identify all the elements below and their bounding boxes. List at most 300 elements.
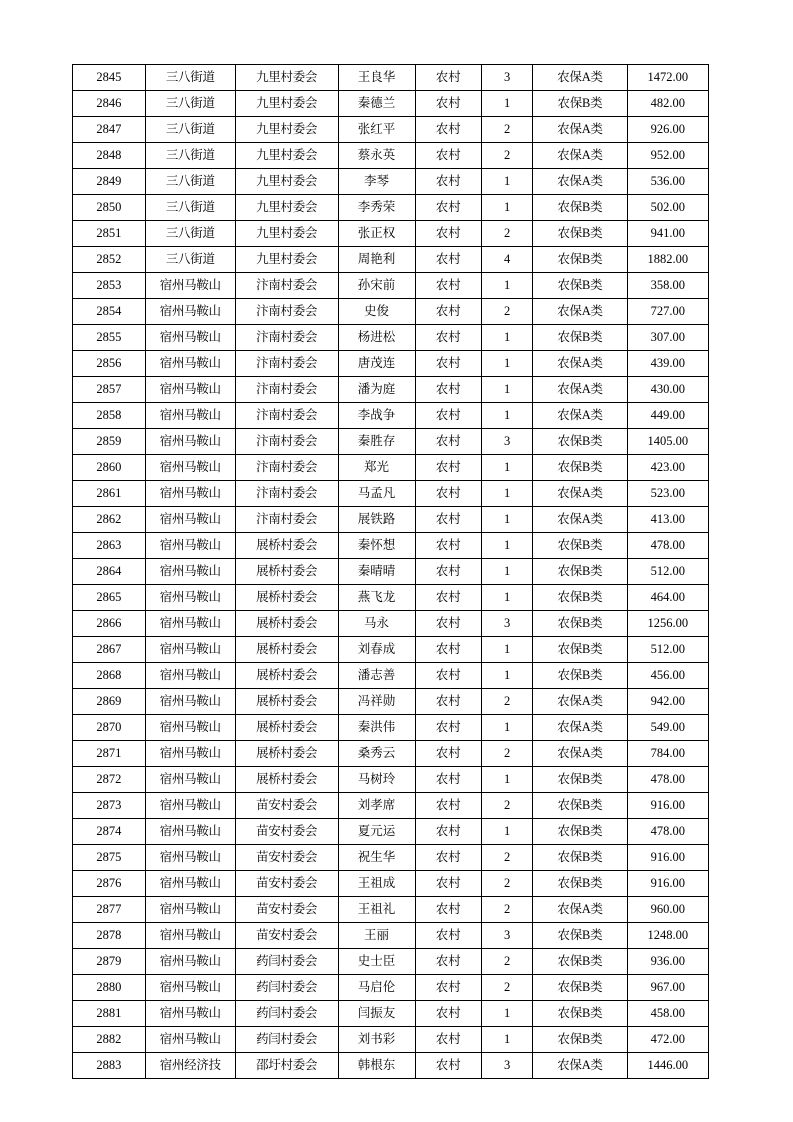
cell-name: 孙宋前 [338,273,415,299]
cell-type: 农村 [415,533,481,559]
cell-village: 苗安村委会 [235,819,338,845]
cell-village: 汴南村委会 [235,403,338,429]
cell-name: 秦胜存 [338,429,415,455]
cell-type: 农村 [415,247,481,273]
cell-id: 2848 [73,143,146,169]
cell-id: 2869 [73,689,146,715]
cell-type: 农村 [415,429,481,455]
cell-id: 2879 [73,949,146,975]
table-row [73,741,709,767]
cell-type: 农村 [415,819,481,845]
cell-name: 王祖成 [338,871,415,897]
table-row [73,845,709,871]
cell-name: 秦洪伟 [338,715,415,741]
cell-id: 2865 [73,585,146,611]
table-row [73,195,709,221]
cell-num: 1 [481,403,532,429]
cell-num: 1 [481,507,532,533]
cell-category: 农保B类 [533,767,627,793]
cell-village: 展桥村委会 [235,741,338,767]
cell-type: 农村 [415,169,481,195]
cell-amount: 449.00 [627,403,708,429]
cell-num: 1 [481,273,532,299]
cell-id: 2866 [73,611,146,637]
table-row [73,715,709,741]
cell-amount: 307.00 [627,325,708,351]
cell-village: 展桥村委会 [235,767,338,793]
cell-type: 农村 [415,923,481,949]
cell-id: 2882 [73,1027,146,1053]
cell-num: 2 [481,897,532,923]
cell-num: 3 [481,1053,532,1079]
cell-name: 夏元运 [338,819,415,845]
cell-amount: 1446.00 [627,1053,708,1079]
cell-town: 宿州马鞍山 [145,923,235,949]
cell-village: 汴南村委会 [235,273,338,299]
cell-id: 2870 [73,715,146,741]
cell-town: 三八街道 [145,117,235,143]
cell-town: 宿州马鞍山 [145,767,235,793]
cell-name: 秦晴晴 [338,559,415,585]
cell-town: 宿州马鞍山 [145,975,235,1001]
table-row [73,377,709,403]
table-row [73,949,709,975]
cell-id: 2854 [73,299,146,325]
cell-town: 宿州马鞍山 [145,793,235,819]
cell-town: 宿州马鞍山 [145,819,235,845]
cell-town: 三八街道 [145,195,235,221]
cell-village: 汴南村委会 [235,481,338,507]
table-row [73,403,709,429]
cell-type: 农村 [415,299,481,325]
cell-name: 张红平 [338,117,415,143]
cell-town: 三八街道 [145,247,235,273]
cell-type: 农村 [415,481,481,507]
cell-category: 农保B类 [533,793,627,819]
cell-category: 农保B类 [533,611,627,637]
cell-amount: 1248.00 [627,923,708,949]
cell-name: 马孟凡 [338,481,415,507]
cell-type: 农村 [415,351,481,377]
cell-category: 农保B类 [533,221,627,247]
cell-village: 展桥村委会 [235,663,338,689]
cell-amount: 536.00 [627,169,708,195]
cell-amount: 512.00 [627,559,708,585]
cell-id: 2852 [73,247,146,273]
cell-num: 2 [481,299,532,325]
cell-type: 农村 [415,195,481,221]
cell-town: 宿州马鞍山 [145,299,235,325]
cell-num: 2 [481,117,532,143]
cell-category: 农保B类 [533,533,627,559]
table-row [73,689,709,715]
cell-category: 农保A类 [533,481,627,507]
cell-town: 宿州马鞍山 [145,377,235,403]
table-row [73,1053,709,1079]
cell-id: 2873 [73,793,146,819]
cell-name: 郑光 [338,455,415,481]
table-row [73,637,709,663]
cell-id: 2878 [73,923,146,949]
cell-name: 马树玲 [338,767,415,793]
cell-type: 农村 [415,1001,481,1027]
cell-num: 1 [481,351,532,377]
cell-amount: 478.00 [627,767,708,793]
cell-category: 农保B类 [533,195,627,221]
table-row [73,871,709,897]
cell-amount: 464.00 [627,585,708,611]
cell-type: 农村 [415,741,481,767]
cell-num: 3 [481,65,532,91]
cell-category: 农保B类 [533,247,627,273]
table-row [73,117,709,143]
cell-type: 农村 [415,91,481,117]
cell-village: 汴南村委会 [235,455,338,481]
cell-amount: 439.00 [627,351,708,377]
cell-name: 马启伦 [338,975,415,1001]
cell-id: 2849 [73,169,146,195]
cell-category: 农保A类 [533,169,627,195]
cell-category: 农保A类 [533,741,627,767]
cell-type: 农村 [415,377,481,403]
cell-village: 汴南村委会 [235,377,338,403]
cell-category: 农保A类 [533,507,627,533]
cell-id: 2846 [73,91,146,117]
cell-num: 1 [481,1027,532,1053]
cell-town: 宿州马鞍山 [145,403,235,429]
cell-village: 苗安村委会 [235,897,338,923]
cell-type: 农村 [415,975,481,1001]
cell-category: 农保B类 [533,273,627,299]
cell-amount: 1882.00 [627,247,708,273]
cell-town: 宿州马鞍山 [145,273,235,299]
cell-id: 2875 [73,845,146,871]
cell-name: 王良华 [338,65,415,91]
table-row [73,91,709,117]
cell-id: 2847 [73,117,146,143]
cell-category: 农保B类 [533,871,627,897]
cell-type: 农村 [415,793,481,819]
cell-amount: 472.00 [627,1027,708,1053]
cell-village: 药闫村委会 [235,975,338,1001]
cell-village: 汴南村委会 [235,429,338,455]
cell-category: 农保A类 [533,689,627,715]
cell-category: 农保A类 [533,299,627,325]
cell-town: 宿州经济技 [145,1053,235,1079]
table-row [73,793,709,819]
cell-category: 农保B类 [533,91,627,117]
cell-name: 杨进松 [338,325,415,351]
cell-type: 农村 [415,689,481,715]
table-row [73,273,709,299]
cell-id: 2881 [73,1001,146,1027]
cell-village: 展桥村委会 [235,533,338,559]
cell-id: 2861 [73,481,146,507]
cell-num: 1 [481,533,532,559]
table-row [73,65,709,91]
cell-num: 1 [481,455,532,481]
cell-town: 宿州马鞍山 [145,845,235,871]
cell-name: 秦德兰 [338,91,415,117]
cell-village: 汴南村委会 [235,325,338,351]
cell-category: 农保A类 [533,117,627,143]
cell-name: 刘孝席 [338,793,415,819]
cell-amount: 936.00 [627,949,708,975]
cell-num: 1 [481,585,532,611]
cell-type: 农村 [415,1053,481,1079]
cell-id: 2862 [73,507,146,533]
cell-village: 汴南村委会 [235,299,338,325]
cell-num: 1 [481,377,532,403]
cell-name: 潘志善 [338,663,415,689]
cell-village: 九里村委会 [235,65,338,91]
cell-town: 宿州马鞍山 [145,325,235,351]
table-row [73,1001,709,1027]
table-row [73,169,709,195]
cell-village: 药闫村委会 [235,949,338,975]
cell-village: 苗安村委会 [235,871,338,897]
cell-num: 3 [481,429,532,455]
cell-town: 三八街道 [145,221,235,247]
cell-category: 农保B类 [533,819,627,845]
cell-num: 2 [481,949,532,975]
cell-id: 2845 [73,65,146,91]
cell-id: 2874 [73,819,146,845]
cell-village: 药闫村委会 [235,1027,338,1053]
cell-town: 宿州马鞍山 [145,715,235,741]
cell-name: 展铁路 [338,507,415,533]
cell-amount: 456.00 [627,663,708,689]
table-row [73,299,709,325]
cell-num: 1 [481,819,532,845]
cell-type: 农村 [415,949,481,975]
cell-village: 展桥村委会 [235,585,338,611]
cell-amount: 502.00 [627,195,708,221]
cell-name: 祝生华 [338,845,415,871]
cell-id: 2853 [73,273,146,299]
table-row [73,611,709,637]
cell-name: 史士臣 [338,949,415,975]
table-row [73,481,709,507]
cell-id: 2860 [73,455,146,481]
cell-amount: 967.00 [627,975,708,1001]
table-row [73,819,709,845]
cell-num: 2 [481,741,532,767]
cell-town: 宿州马鞍山 [145,351,235,377]
cell-id: 2880 [73,975,146,1001]
cell-amount: 549.00 [627,715,708,741]
cell-village: 九里村委会 [235,117,338,143]
cell-category: 农保B类 [533,1027,627,1053]
cell-town: 宿州马鞍山 [145,585,235,611]
cell-town: 宿州马鞍山 [145,871,235,897]
table-row [73,923,709,949]
cell-amount: 952.00 [627,143,708,169]
cell-category: 农保A类 [533,897,627,923]
cell-amount: 1405.00 [627,429,708,455]
cell-amount: 423.00 [627,455,708,481]
cell-num: 1 [481,481,532,507]
cell-id: 2883 [73,1053,146,1079]
cell-category: 农保A类 [533,143,627,169]
cell-name: 王祖礼 [338,897,415,923]
cell-num: 3 [481,611,532,637]
cell-name: 韩根东 [338,1053,415,1079]
cell-village: 九里村委会 [235,221,338,247]
cell-type: 农村 [415,871,481,897]
cell-id: 2877 [73,897,146,923]
cell-id: 2856 [73,351,146,377]
cell-id: 2859 [73,429,146,455]
cell-amount: 960.00 [627,897,708,923]
cell-name: 唐茂连 [338,351,415,377]
cell-type: 农村 [415,507,481,533]
cell-name: 刘书彩 [338,1027,415,1053]
cell-num: 1 [481,169,532,195]
cell-name: 李琴 [338,169,415,195]
cell-category: 农保B类 [533,923,627,949]
table-row [73,897,709,923]
cell-num: 2 [481,221,532,247]
cell-num: 3 [481,923,532,949]
cell-num: 2 [481,793,532,819]
table-row [73,663,709,689]
cell-num: 1 [481,325,532,351]
cell-town: 三八街道 [145,65,235,91]
cell-type: 农村 [415,455,481,481]
cell-id: 2868 [73,663,146,689]
cell-town: 宿州马鞍山 [145,689,235,715]
cell-name: 李战争 [338,403,415,429]
cell-category: 农保B类 [533,455,627,481]
cell-town: 宿州马鞍山 [145,481,235,507]
cell-num: 1 [481,195,532,221]
cell-category: 农保B类 [533,663,627,689]
cell-num: 2 [481,143,532,169]
cell-village: 九里村委会 [235,169,338,195]
cell-village: 九里村委会 [235,247,338,273]
cell-town: 三八街道 [145,169,235,195]
cell-type: 农村 [415,585,481,611]
cell-name: 桑秀云 [338,741,415,767]
table-row [73,559,709,585]
cell-village: 邵圩村委会 [235,1053,338,1079]
cell-village: 药闫村委会 [235,1001,338,1027]
cell-village: 苗安村委会 [235,845,338,871]
table-body [73,65,709,1079]
cell-amount: 478.00 [627,533,708,559]
cell-village: 展桥村委会 [235,559,338,585]
cell-town: 宿州马鞍山 [145,559,235,585]
cell-id: 2850 [73,195,146,221]
cell-type: 农村 [415,767,481,793]
cell-num: 2 [481,689,532,715]
cell-town: 宿州马鞍山 [145,897,235,923]
cell-id: 2858 [73,403,146,429]
cell-type: 农村 [415,221,481,247]
cell-amount: 916.00 [627,845,708,871]
cell-village: 苗安村委会 [235,923,338,949]
table-row [73,533,709,559]
cell-name: 李秀荣 [338,195,415,221]
cell-category: 农保B类 [533,585,627,611]
cell-type: 农村 [415,117,481,143]
cell-category: 农保B类 [533,325,627,351]
table-row [73,351,709,377]
cell-town: 宿州马鞍山 [145,533,235,559]
cell-type: 农村 [415,663,481,689]
cell-name: 周艳利 [338,247,415,273]
cell-amount: 941.00 [627,221,708,247]
cell-village: 苗安村委会 [235,793,338,819]
cell-type: 农村 [415,143,481,169]
cell-name: 冯祥勋 [338,689,415,715]
cell-town: 宿州马鞍山 [145,637,235,663]
cell-name: 马永 [338,611,415,637]
cell-category: 农保B类 [533,559,627,585]
cell-num: 1 [481,715,532,741]
cell-town: 宿州马鞍山 [145,611,235,637]
cell-category: 农保B类 [533,1001,627,1027]
cell-name: 王丽 [338,923,415,949]
cell-name: 蔡永英 [338,143,415,169]
table-row [73,143,709,169]
cell-town: 三八街道 [145,91,235,117]
cell-type: 农村 [415,403,481,429]
table-row [73,1027,709,1053]
cell-town: 宿州马鞍山 [145,741,235,767]
cell-name: 张正权 [338,221,415,247]
cell-village: 汴南村委会 [235,351,338,377]
cell-num: 1 [481,767,532,793]
table-row [73,247,709,273]
cell-num: 2 [481,871,532,897]
cell-category: 农保B类 [533,845,627,871]
cell-id: 2863 [73,533,146,559]
cell-category: 农保A类 [533,377,627,403]
cell-id: 2864 [73,559,146,585]
cell-amount: 523.00 [627,481,708,507]
cell-num: 1 [481,1001,532,1027]
cell-village: 展桥村委会 [235,715,338,741]
cell-type: 农村 [415,559,481,585]
cell-amount: 727.00 [627,299,708,325]
cell-type: 农村 [415,611,481,637]
cell-amount: 458.00 [627,1001,708,1027]
cell-category: 农保A类 [533,1053,627,1079]
cell-name: 史俊 [338,299,415,325]
table-row [73,975,709,1001]
cell-id: 2851 [73,221,146,247]
cell-name: 闫振友 [338,1001,415,1027]
cell-type: 农村 [415,637,481,663]
cell-category: 农保B类 [533,637,627,663]
cell-village: 展桥村委会 [235,637,338,663]
cell-town: 宿州马鞍山 [145,429,235,455]
table-row [73,767,709,793]
cell-category: 农保B类 [533,949,627,975]
cell-type: 农村 [415,845,481,871]
table-row [73,507,709,533]
cell-num: 1 [481,637,532,663]
cell-type: 农村 [415,325,481,351]
cell-type: 农村 [415,273,481,299]
table-row [73,585,709,611]
cell-name: 燕飞龙 [338,585,415,611]
cell-type: 农村 [415,65,481,91]
cell-id: 2857 [73,377,146,403]
cell-num: 1 [481,663,532,689]
